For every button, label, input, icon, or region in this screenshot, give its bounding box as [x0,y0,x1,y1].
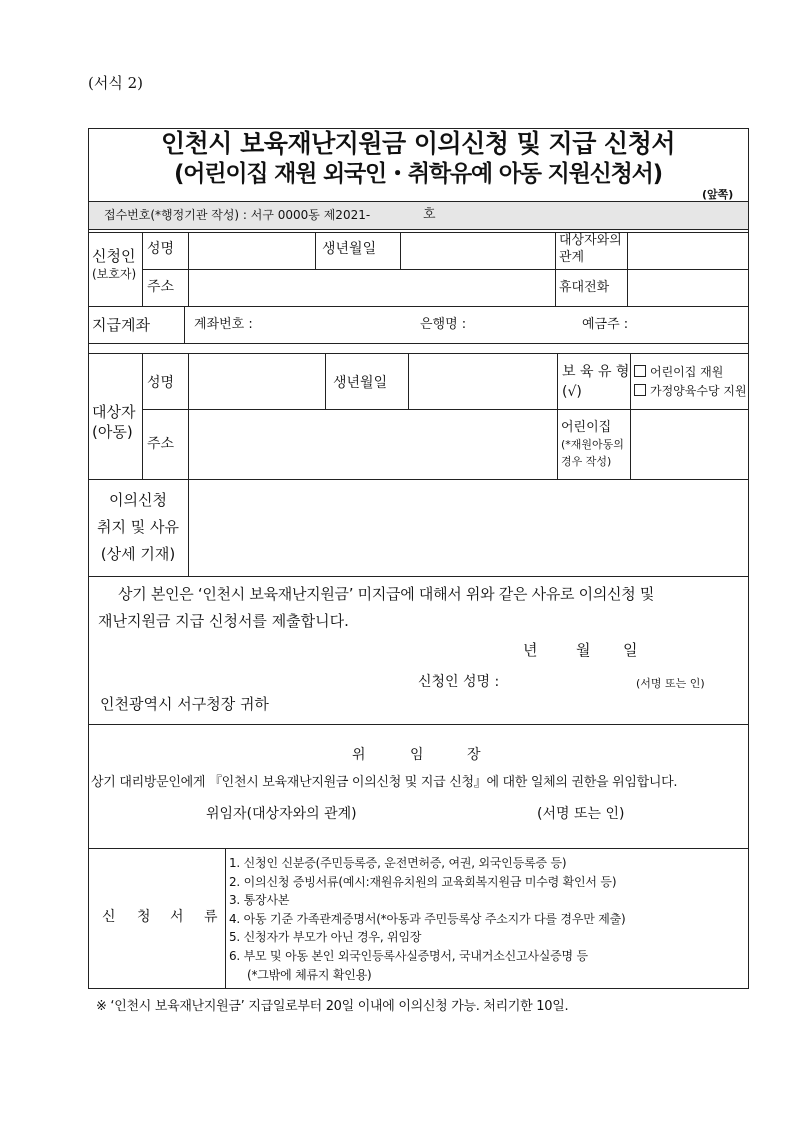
cell-line [315,232,316,269]
footnote: ※ ‘인천시 보육재난지원금’ 지급일로부터 20일 이내에 이의신청 가능. 처리기한 10일. [96,999,569,1014]
cell-line [400,232,401,269]
applicant-name-field[interactable] [190,234,313,267]
objection-line-2: 취지 및 사유 [97,518,179,536]
cell-line [188,479,189,576]
applicant-address-label: 주소 [147,279,175,295]
daycare-label-note-2: 경우 작성) [561,455,612,468]
cell-line [555,232,556,306]
statement-line-2: 재난지원금 지급 신청서를 제출합니다. [98,612,349,630]
applicant-relation-label-2: 관계 [559,250,585,265]
cell-line [184,306,185,343]
documents-label-4: 류 [204,909,218,925]
list-item: 6. 부모 및 아동 본인 외국인등록사실증명서, 국내거소신고사실증명 등 [229,948,588,963]
list-item: 2. 이의신청 증빙서류(예시:재원유치원의 교육회복지원금 미수령 확인서 등) [229,874,617,889]
statement-line-1: 상기 본인은 ‘인천시 보육재난지원금’ 미지급에 대해서 위와 같은 사유로 이의신청 및 [118,585,655,603]
divider [142,269,748,270]
cell-line [142,353,143,479]
checkbox[interactable] [634,365,646,377]
option-daycare[interactable] [634,365,723,379]
divider [88,848,748,849]
divider [88,201,748,202]
objection-label [88,487,188,568]
applicant-birth-label: 생년월일 [322,241,377,257]
cell-line [142,232,143,306]
divider [88,724,748,725]
list-item: 1. 신청인 신분증(주민등록증, 운전면허증, 여권, 외국인등록증 등) [229,856,567,870]
documents-list [229,854,626,984]
cell-line [557,353,558,479]
objection-line-3: (상세 기재) [100,545,176,563]
applicant-name-label: 성명 [147,241,175,257]
cell-line [188,232,189,306]
delegator-label: 위임자(대상자와의 관계) [206,806,357,822]
divider [88,576,748,577]
delegation-text: 상기 대리방문인에게 『인천시 보육재난지원금 이의신청 및 지급 신청』에 대한 일체의 권한을 위임합니다. [91,775,678,790]
applicant-phone-field[interactable] [629,271,746,304]
form-title [88,128,748,190]
target-name-label: 성명 [147,375,175,391]
daycare-label-note: (*재원아동의 [561,438,624,451]
cell-line [225,848,226,988]
signer-label: 신청인 성명 : [418,674,500,690]
divider [88,232,748,233]
target-address-label: 주소 [147,436,175,452]
holder-label: 예금주 : [582,317,629,332]
cell-line [188,353,189,479]
title-line-1: 인천시 보육재난지원금 이의신청 및 지급 신청서 [160,129,676,158]
target-birth-label: 생년월일 [333,375,388,391]
cell-line [408,353,409,409]
front-label: (앞쪽) [702,188,734,201]
target-address-field[interactable] [190,411,555,477]
documents-label-2: 청 [137,909,151,925]
checkbox[interactable] [634,384,646,396]
divider [88,479,748,480]
sign-note: (서명 또는 인) [636,677,705,690]
option-daycare-label: 어린이집 재원 [650,365,724,379]
option-home-care[interactable] [634,384,747,398]
account-number-label: 계좌번호 : [194,317,253,332]
date-month: 월 [576,641,591,659]
objection-field[interactable] [190,481,746,574]
addressee: 인천광역시 서구청장 귀하 [100,695,269,713]
applicant-phone-label: 휴대전화 [559,280,610,295]
list-item: 3. 통장사본 [229,893,290,908]
divider [88,229,748,230]
title-line-2: (어린이집 재원 외국인・취학유예 아동 지원신청서) [173,161,662,187]
applicant-relation-field[interactable] [629,234,746,267]
documents-label-1: 신 [102,909,116,925]
delegation-title-2: 임 [410,747,424,763]
date-day: 일 [623,641,638,659]
target-birth-field[interactable] [410,355,555,407]
cell-line [630,353,631,479]
list-item: (*그밖에 체류지 확인용) [247,967,372,982]
date-year: 년 [523,641,538,659]
border-bottom [88,988,749,989]
cell-line [627,232,628,306]
list-item: 5. 신청자가 부모가 아닌 경우, 위임장 [229,930,422,945]
applicant-relation-label: 대상자와의 [559,233,622,248]
border-right [748,128,749,989]
delegation-title-3: 장 [467,747,481,763]
cell-line [325,353,326,409]
delegation-title-1: 위 [352,747,366,763]
documents-label-3: 서 [170,909,184,925]
receipt-label: 접수번호(*행정기관 작성) : 서구 0000동 제2021- [104,208,371,222]
bank-label: 은행명 : [420,317,467,332]
divider [142,409,748,410]
receipt-suffix: 호 [423,207,436,222]
divider [88,306,748,307]
applicant-section-label: 신청인 [92,247,136,265]
applicant-address-field[interactable] [190,271,553,304]
applicant-birth-field[interactable] [402,234,553,267]
care-type-label: 보 육 유 형 [562,364,630,380]
applicant-section-sub: (보호자) [92,267,137,281]
delegation-sign-note: (서명 또는 인) [537,806,625,822]
care-type-check-hint: (√) [562,384,582,400]
objection-line-1: 이의신청 [109,491,167,509]
account-label: 지급계좌 [92,316,150,334]
option-home-care-label: 가정양육수당 지원 [650,384,747,398]
divider [88,343,748,344]
target-section-sub: (아동) [92,423,133,441]
target-name-field[interactable] [190,355,323,407]
daycare-field[interactable] [632,411,746,477]
list-item: 4. 아동 기준 가족관계증명서(*아동과 주민등록상 주소지가 다를 경우만 제출) [229,911,626,926]
target-section-label: 대상자 [92,403,136,421]
daycare-label: 어린이집 [561,420,612,435]
form-number: (서식 2) [88,74,143,92]
divider [88,353,748,354]
account-field[interactable] [186,308,746,341]
border-top [88,128,748,129]
